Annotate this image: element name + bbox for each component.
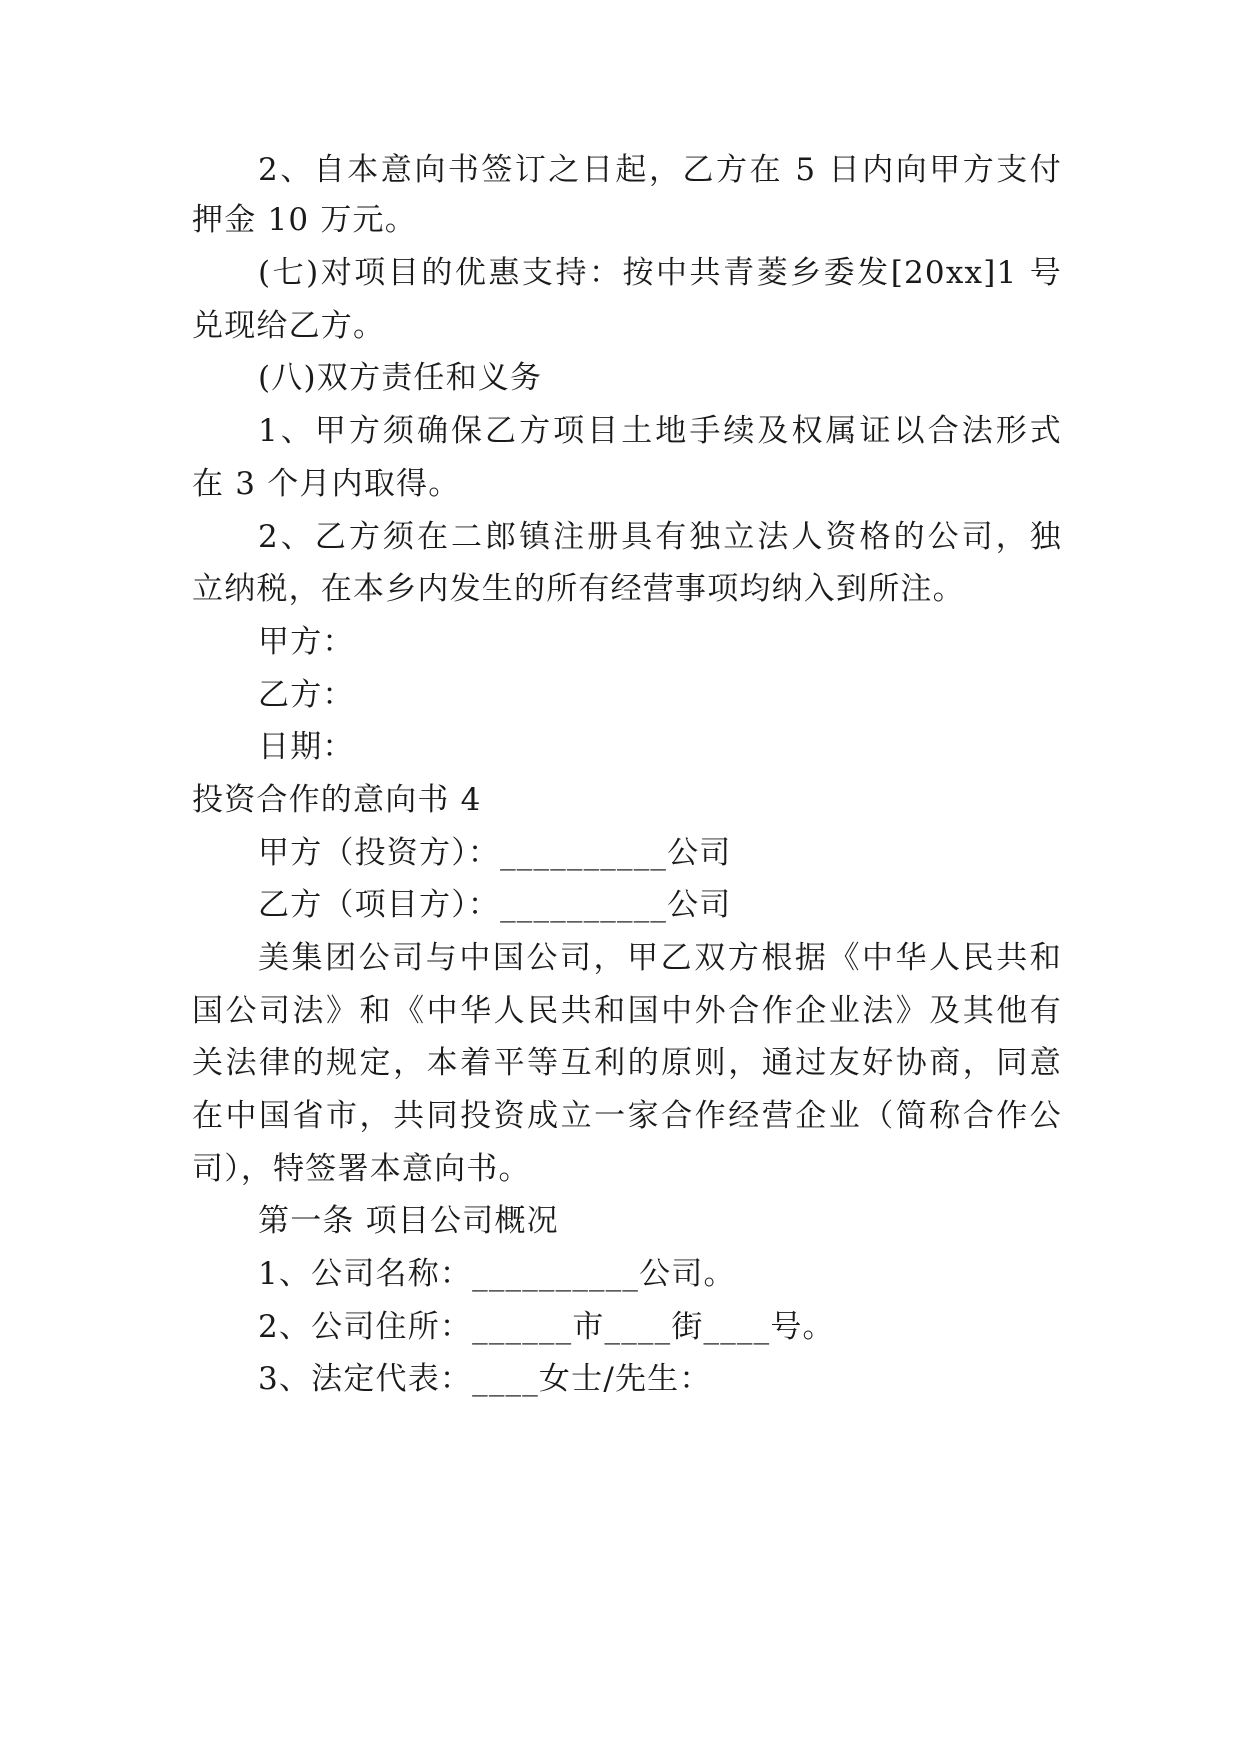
article-heading: 第一条 项目公司概况 <box>258 1203 559 1239</box>
party-b-line: 乙方（项目方）：__________公司 <box>258 887 732 923</box>
paragraph-line: 2、自本意向书签订之日起，乙方在 5 日内向甲方支付 <box>258 152 1062 188</box>
signature-party-b: 乙方： <box>258 677 355 713</box>
paragraph-line: 司），特签署本意向书。 <box>192 1151 531 1187</box>
paragraph-line: 在中国省市，共同投资成立一家合作经营企业（简称合作公 <box>192 1098 1062 1134</box>
paragraph-line: 1、甲方须确保乙方项目土地手续及权属证以合法形式 <box>258 413 1062 449</box>
paragraph-line: (七)对项目的优惠支持：按中共青菱乡委发[20xx]1 号 <box>258 255 1062 291</box>
paragraph-line: 兑现给乙方。 <box>192 308 386 344</box>
company-name-line: 1、公司名称：__________公司。 <box>258 1256 736 1292</box>
paragraph-line: 美集团公司与中国公司，甲乙双方根据《中华人民共和 <box>258 940 1062 976</box>
signature-party-a: 甲方： <box>258 624 355 660</box>
paragraph-line: 押金 10 万元。 <box>192 202 417 238</box>
paragraph-line: 立纳税，在本乡内发生的所有经营事项均纳入到所注。 <box>192 571 965 607</box>
paragraph-line: 在 3 个月内取得。 <box>192 466 461 502</box>
signature-date: 日期： <box>258 729 355 765</box>
paragraph-line: 关法律的规定，本着平等互利的原则，通过友好协商，同意 <box>192 1045 1062 1081</box>
company-address-line: 2、公司住所：______市____街____号。 <box>258 1309 835 1345</box>
party-a-line: 甲方（投资方）：__________公司 <box>258 835 732 871</box>
paragraph-line: 2、乙方须在二郎镇注册具有独立法人资格的公司，独 <box>258 519 1062 555</box>
document-title: 投资合作的意向书 4 <box>192 782 482 818</box>
legal-representative-line: 3、法定代表：____女士/先生： <box>258 1361 712 1397</box>
paragraph-line: 国公司法》和《中华人民共和国中外合作企业法》及其他有 <box>192 993 1062 1029</box>
section-heading: (八)双方责任和义务 <box>258 360 543 396</box>
